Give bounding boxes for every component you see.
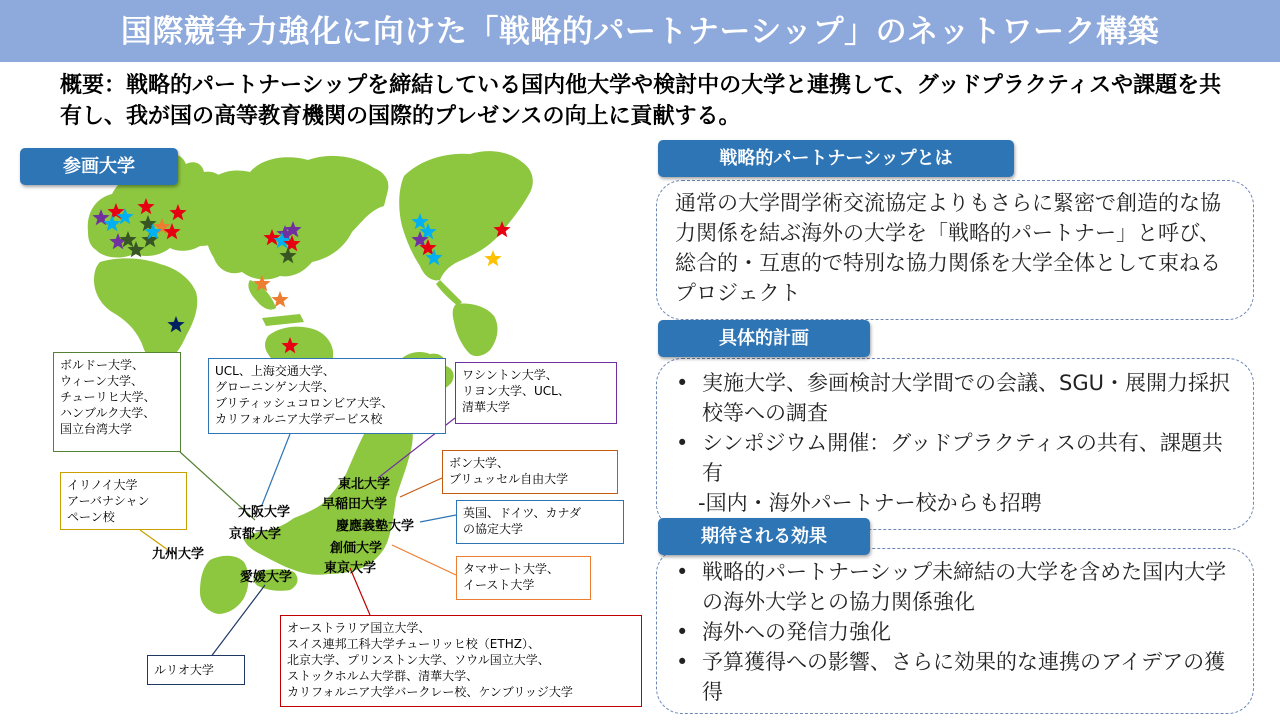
partner-box-ucl xyxy=(208,358,446,434)
effects-item: • 海外への発信力強化 xyxy=(672,617,1242,647)
partner-line: オーストラリア国立大学、 xyxy=(287,621,431,635)
partner-box-bordeaux xyxy=(53,352,181,452)
uni-soka: 創価大学 xyxy=(330,541,383,556)
partner-line: ウィーン大学、 xyxy=(60,374,144,388)
partner-line: 北京大学、プリンストン大学、ソウル国立大学、 xyxy=(287,653,550,667)
line-ucl xyxy=(262,434,290,505)
definition-label: 戦略的パートナーシップとは xyxy=(658,140,1014,177)
partner-line: カリフォルニア大学デービス校 xyxy=(215,412,383,426)
effects-item: • 予算獲得への影響、さらに効果的な連携のアイデアの獲得 xyxy=(672,647,1242,707)
partner-line: 清華大学 xyxy=(462,400,511,414)
plan-list xyxy=(672,368,1242,518)
star-marker xyxy=(484,250,501,266)
partner-box-tamasat xyxy=(456,556,591,600)
map-indonesia xyxy=(262,314,304,326)
definition-text: 通常の大学間学術交流協定よりもさらに緊密で創造的な協力関係を結ぶ海外の大学を「戦略的パートナー」と呼び、総合的・互恵的で特別な協力関係を大学全体として束ねるプロジェクト xyxy=(675,191,1221,305)
partner-box-lulio xyxy=(147,655,245,685)
partner-line: ストックホルム大学群、清華大学、 xyxy=(287,669,479,683)
line-uk xyxy=(420,515,456,522)
line-tamasat xyxy=(392,545,456,575)
partner-line: タマサート大学、 xyxy=(463,562,560,576)
partner-line: UCL、上海交通大学、 xyxy=(215,364,335,378)
partner-line: の協定大学 xyxy=(463,522,524,536)
partner-line: リヨン大学、UCL、 xyxy=(462,384,570,398)
uni-keio: 慶應義塾大学 xyxy=(336,519,415,534)
uni-osaka: 大阪大学 xyxy=(238,505,291,520)
uni-waseda: 早稲田大学 xyxy=(322,497,388,512)
partner-line: イースト大学 xyxy=(463,578,535,592)
partner-box-washington xyxy=(455,362,617,424)
partner-box-australia xyxy=(280,615,642,707)
partner-line: グローニンゲン大学、 xyxy=(215,380,335,394)
partner-box-illinois xyxy=(60,472,187,530)
partner-line: ルリオ大学 xyxy=(154,663,214,677)
partner-line: チューリヒ大学、 xyxy=(60,390,156,404)
partner-line: 国立台湾大学 xyxy=(60,422,133,436)
partner-line: ハンブルク大学、 xyxy=(60,406,156,420)
plan-label: 具体的計画 xyxy=(658,320,870,357)
summary-text: 概要：戦略的パートナーシップを締結している国内他大学や検討中の大学と連携して、グッドプラクティスや課題を共有し、我が国の高等教育機関の国際的プレゼンスの向上に貢献する。 xyxy=(60,73,1222,129)
partner-line: ブリティッシュコロンビア大学、 xyxy=(215,396,394,410)
partner-line: カリフォルニア大学バークレー校、ケンブリッジ大学 xyxy=(287,685,573,699)
map-south-america xyxy=(453,304,498,357)
partner-line: ブリュッセル自由大学 xyxy=(449,472,569,486)
participating-label: 参画大学 xyxy=(20,148,178,185)
partner-line: イリノイ大学 xyxy=(67,478,138,492)
partner-line: ペーン校 xyxy=(67,510,115,524)
uni-kyoto: 京都大学 xyxy=(229,527,282,542)
line-bonn xyxy=(400,478,442,497)
map-africa xyxy=(94,258,197,364)
partner-line: 英国、ドイツ、カナダ xyxy=(463,506,581,520)
plan-subitem: -国内・海外パートナー校からも招聘 xyxy=(698,491,1042,515)
uni-tokyo: 東京大学 xyxy=(324,561,377,576)
page-title: 国際競争力強化に向けた「戦略的パートナーシップ」のネットワーク構築 xyxy=(120,14,1160,50)
partner-box-bonn xyxy=(442,450,618,494)
effects-label: 期待される効果 xyxy=(658,518,870,555)
uni-ehime: 愛媛大学 xyxy=(240,570,293,585)
uni-kyushu: 九州大学 xyxy=(152,547,205,562)
plan-item: • シンポジウム開催：グッドプラクティスの共有、課題共有 xyxy=(672,428,1242,488)
partner-line: ワシントン大学、 xyxy=(462,368,558,382)
partner-line: アーバナシャン xyxy=(67,494,150,508)
map-asia xyxy=(205,156,388,280)
partner-line: スイス連邦工科大学チューリッヒ校（ETHZ）、 xyxy=(287,637,540,651)
partner-line: ボルドー大学、 xyxy=(60,358,145,372)
effects-list xyxy=(672,557,1242,707)
partner-box-uk-de-ca xyxy=(456,500,624,544)
map-central-america xyxy=(436,280,462,306)
partner-line: ボン大学、 xyxy=(449,456,510,470)
effects-item: • 戦略的パートナーシップ未締結の大学を含めた国内大学の海外大学との協力関係強化 xyxy=(672,557,1242,617)
uni-tohoku: 東北大学 xyxy=(338,477,391,492)
plan-item: • 実施大学、参画検討大学間での会議、SGU・展開力採択校等への調査 xyxy=(672,368,1242,428)
